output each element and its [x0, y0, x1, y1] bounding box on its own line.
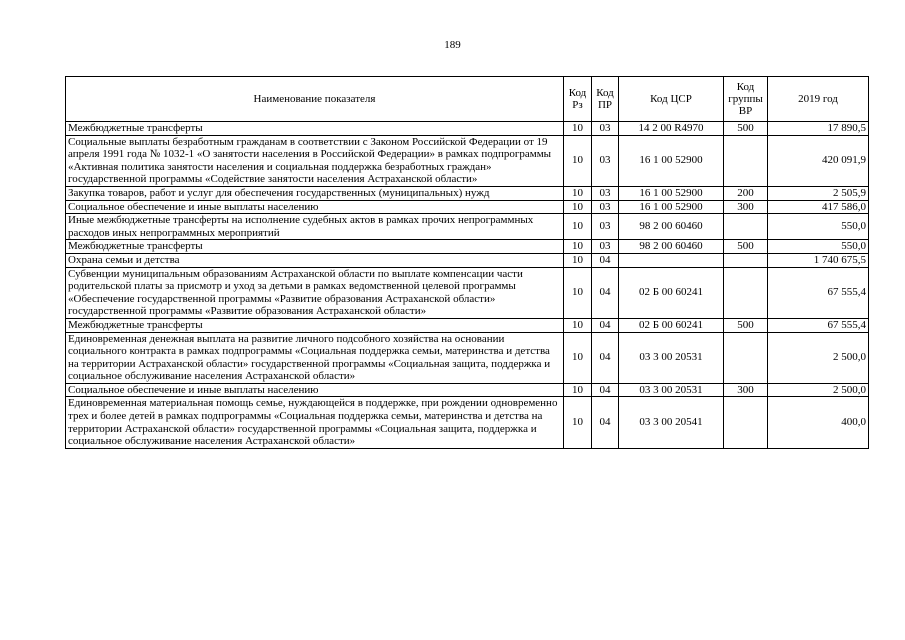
cell-pr: 04: [592, 267, 619, 318]
cell-pr: 04: [592, 253, 619, 267]
cell-name: Единовременная денежная выплата на развитие личного подсобного хозяйства на основании социального контракта в рамках подпрограммы «Социальная поддержка семьи, материнства и детства на территории Астраханской области» государственной программы «Социальная защита, поддержка и социальное обслуживание населения Астраханской области»: [66, 332, 564, 383]
cell-csr: 98 2 00 60460: [619, 240, 724, 254]
cell-rz: 10: [564, 122, 592, 136]
cell-rz: 10: [564, 397, 592, 448]
cell-name: Охрана семьи и детства: [66, 253, 564, 267]
cell-rz: 10: [564, 267, 592, 318]
cell-name: Социальные выплаты безработным гражданам в соответствии с Законом Российской Федерации от 19 апреля 1991 года № 1032-1 «О занятости населения в Российской Федерации» в рамках подпрограммы «Активная политика занятости населения и социальная поддержка безработных граждан» государственной программы «Содействие занятости населения Астраханской области»: [66, 135, 564, 186]
cell-rz: 10: [564, 240, 592, 254]
table-header: [66, 77, 869, 122]
header-csr: Код ЦСР: [619, 77, 724, 122]
cell-pr: 03: [592, 135, 619, 186]
cell-csr: 14 2 00 R4970: [619, 122, 724, 136]
cell-vr: 200: [724, 186, 768, 200]
cell-amount: 1 740 675,5: [768, 253, 869, 267]
cell-amount: 2 500,0: [768, 383, 869, 397]
cell-name: Единовременная материальная помощь семье, нуждающейся в поддержке, при рождении одновременно трех и более детей в рамках подпрограммы «Социальная поддержка семьи, материнства и детства на территории Астраханской области» государственной программы «Социальная защита, поддержка и социальное обслуживание населения Астраханской области»: [66, 397, 564, 448]
cell-vr: 300: [724, 200, 768, 214]
cell-amount: 67 555,4: [768, 318, 869, 332]
cell-vr: 300: [724, 383, 768, 397]
cell-rz: 10: [564, 383, 592, 397]
cell-name: Субвенции муниципальным образованиям Астраханской области по выплате компенсации части родительской платы за присмотр и уход за детьми в рамках ведомственной целевой программы «Обеспечение государственной программы «Развитие образования Астраханской области» государственной программы «Развитие образования Астраханской области»: [66, 267, 564, 318]
cell-name: Межбюджетные трансферты: [66, 240, 564, 254]
cell-vr: [724, 267, 768, 318]
cell-name: Межбюджетные трансферты: [66, 318, 564, 332]
cell-csr: 02 Б 00 60241: [619, 318, 724, 332]
cell-pr: 03: [592, 122, 619, 136]
header-pr: Код ПР: [592, 77, 619, 122]
cell-rz: 10: [564, 200, 592, 214]
cell-vr: [724, 214, 768, 240]
cell-amount: 550,0: [768, 214, 869, 240]
cell-amount: 2 505,9: [768, 186, 869, 200]
header-year: 2019 год: [768, 77, 869, 122]
cell-pr: 04: [592, 332, 619, 383]
table-row: [66, 214, 869, 240]
header-name: Наименование показателя: [66, 77, 564, 122]
cell-rz: 10: [564, 135, 592, 186]
cell-pr: 03: [592, 186, 619, 200]
table-row: [66, 135, 869, 186]
table-row: [66, 240, 869, 254]
cell-csr: 16 1 00 52900: [619, 186, 724, 200]
cell-rz: 10: [564, 253, 592, 267]
cell-csr: 03 3 00 20531: [619, 332, 724, 383]
cell-csr: [619, 253, 724, 267]
cell-csr: 03 3 00 20531: [619, 383, 724, 397]
cell-vr: [724, 397, 768, 448]
cell-vr: [724, 253, 768, 267]
cell-pr: 04: [592, 318, 619, 332]
cell-pr: 03: [592, 200, 619, 214]
cell-amount: 67 555,4: [768, 267, 869, 318]
cell-name: Закупка товаров, работ и услуг для обеспечения государственных (муниципальных) нужд: [66, 186, 564, 200]
cell-amount: 420 091,9: [768, 135, 869, 186]
cell-pr: 04: [592, 397, 619, 448]
table-row: [66, 318, 869, 332]
cell-amount: 17 890,5: [768, 122, 869, 136]
table-row: [66, 122, 869, 136]
cell-csr: 98 2 00 60460: [619, 214, 724, 240]
cell-csr: 16 1 00 52900: [619, 135, 724, 186]
cell-vr: 500: [724, 318, 768, 332]
table-row: [66, 332, 869, 383]
cell-rz: 10: [564, 186, 592, 200]
cell-vr: 500: [724, 240, 768, 254]
table-row: [66, 186, 869, 200]
cell-amount: 550,0: [768, 240, 869, 254]
cell-name: Социальное обеспечение и иные выплаты населению: [66, 200, 564, 214]
cell-pr: 04: [592, 383, 619, 397]
table-body: [66, 122, 869, 449]
cell-pr: 03: [592, 214, 619, 240]
header-vr: Код группы ВР: [724, 77, 768, 122]
cell-rz: 10: [564, 214, 592, 240]
header-rz: Код Рз: [564, 77, 592, 122]
cell-name: Иные межбюджетные трансферты на исполнение судебных актов в рамках прочих непрограммных расходов иных непрограммных мероприятий: [66, 214, 564, 240]
cell-pr: 03: [592, 240, 619, 254]
cell-csr: 16 1 00 52900: [619, 200, 724, 214]
table-row: [66, 383, 869, 397]
cell-vr: 500: [724, 122, 768, 136]
cell-rz: 10: [564, 318, 592, 332]
table-row: [66, 253, 869, 267]
cell-name: Межбюджетные трансферты: [66, 122, 564, 136]
cell-amount: 400,0: [768, 397, 869, 448]
cell-vr: [724, 332, 768, 383]
budget-table: [65, 76, 869, 449]
cell-csr: 03 3 00 20541: [619, 397, 724, 448]
table-row: [66, 200, 869, 214]
table-row: [66, 397, 869, 448]
cell-name: Социальное обеспечение и иные выплаты населению: [66, 383, 564, 397]
cell-amount: 417 586,0: [768, 200, 869, 214]
cell-amount: 2 500,0: [768, 332, 869, 383]
cell-vr: [724, 135, 768, 186]
cell-rz: 10: [564, 332, 592, 383]
page-number: 189: [444, 39, 461, 51]
table-row: [66, 267, 869, 318]
cell-csr: 02 Б 00 60241: [619, 267, 724, 318]
